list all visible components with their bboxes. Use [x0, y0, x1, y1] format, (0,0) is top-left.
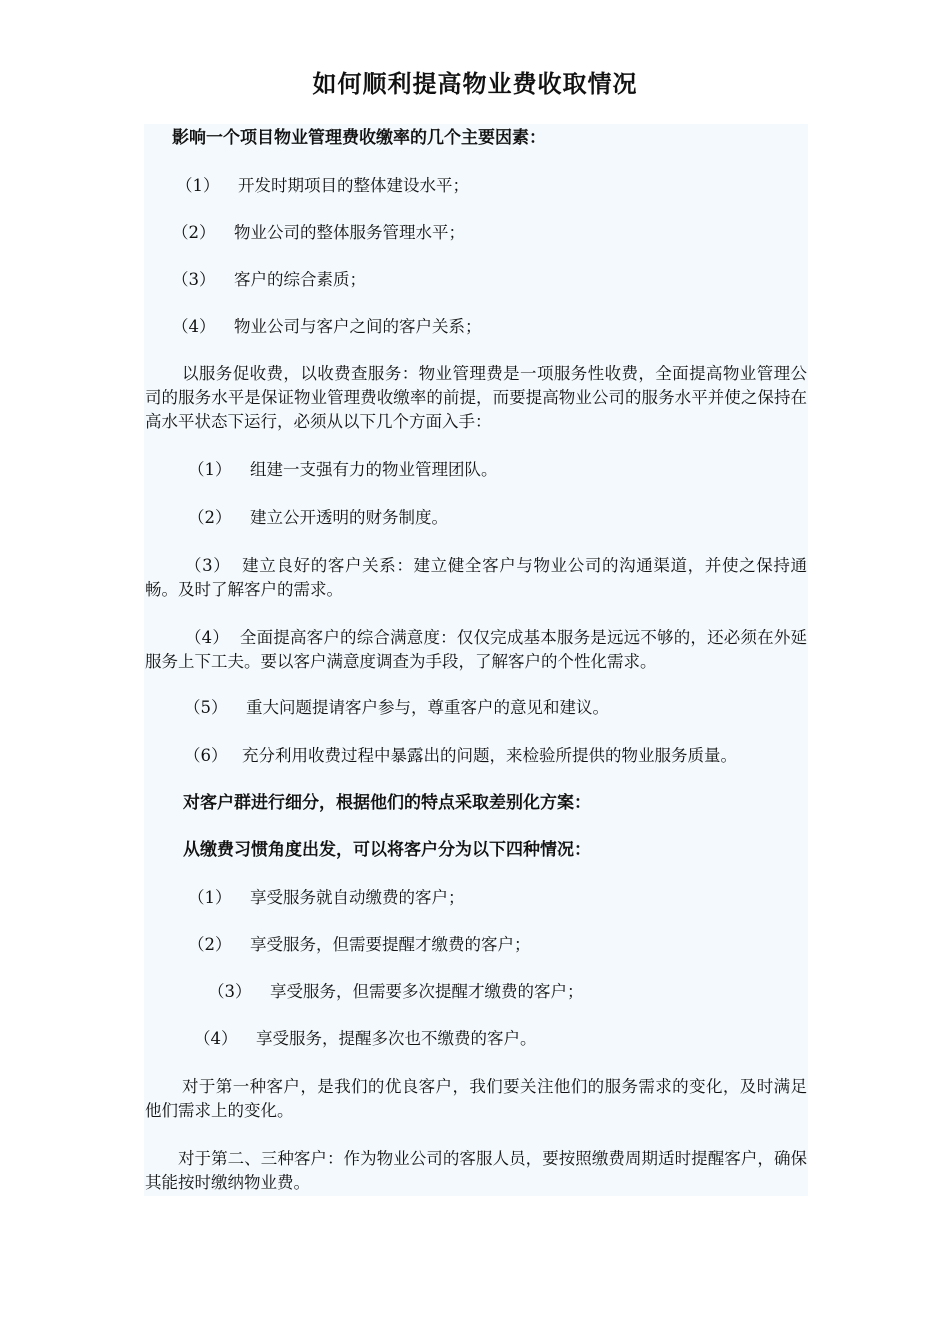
measure-item: （3） 建立良好的客户关系：建立健全客户与物业公司的沟通渠道，并使之保持通畅。及时了解客户的需求。 — [145, 556, 807, 599]
paragraph-second-third-type: 对于第二、三种客户：作为物业公司的客服人员，要按照缴费周期适时提醒客户，确保其能按时缴纳物业费。 — [145, 1149, 807, 1192]
heading-segment: 对客户群进行细分，根据他们的特点采取差别化方案： — [183, 793, 591, 813]
measure-item: （2） 建立公开透明的财务制度。 — [188, 508, 448, 527]
measure-item: （6） 充分利用收费过程中暴露出的问题，来检验所提供的物业服务质量。 — [184, 746, 737, 765]
intro-paragraph: 以服务促收费，以收费查服务：物业管理费是一项服务性收费，全面提高物业管理公司的服务水平是保证物业管理费收缴率的前提，而要提高物业公司的服务水平并使之保持在高水平状态下运行，必须从以下几个方面入手： — [145, 364, 807, 431]
heading-factors: 影响一个项目物业管理费收缴率的几个主要因素： — [172, 128, 546, 148]
measure-item: （1） 组建一支强有力的物业管理团队。 — [188, 460, 498, 479]
customer-type-item: （4） 享受服务，提醒多次也不缴费的客户。 — [194, 1029, 537, 1048]
customer-type-item: （1） 享受服务就自动缴费的客户； — [188, 888, 465, 907]
customer-type-item: （2） 享受服务，但需要提醒才缴费的客户； — [188, 935, 531, 954]
factor-item: （1） 开发时期项目的整体建设水平； — [176, 176, 469, 195]
paragraph-first-type: 对于第一种客户，是我们的优良客户，我们要关注他们的服务需求的变化，及时满足他们需求上的变化。 — [145, 1077, 807, 1120]
customer-type-item: （3） 享受服务，但需要多次提醒才缴费的客户； — [208, 982, 584, 1001]
heading-habits: 从缴费习惯角度出发，可以将客户分为以下四种情况： — [183, 840, 591, 860]
factor-item: （3） 客户的综合素质； — [172, 270, 366, 289]
document-title: 如何顺利提高物业费收取情况 — [312, 69, 638, 98]
factor-item: （2） 物业公司的整体服务管理水平； — [172, 223, 465, 242]
factor-item: （4） 物业公司与客户之间的客户关系； — [172, 317, 482, 336]
measure-item: （4） 全面提高客户的综合满意度：仅仅完成基本服务是远远不够的，还必须在外延服务上下工夫。要以客户满意度调查为手段，了解客户的个性化需求。 — [145, 628, 808, 671]
measure-item: （5） 重大问题提请客户参与，尊重客户的意见和建议。 — [184, 698, 609, 717]
